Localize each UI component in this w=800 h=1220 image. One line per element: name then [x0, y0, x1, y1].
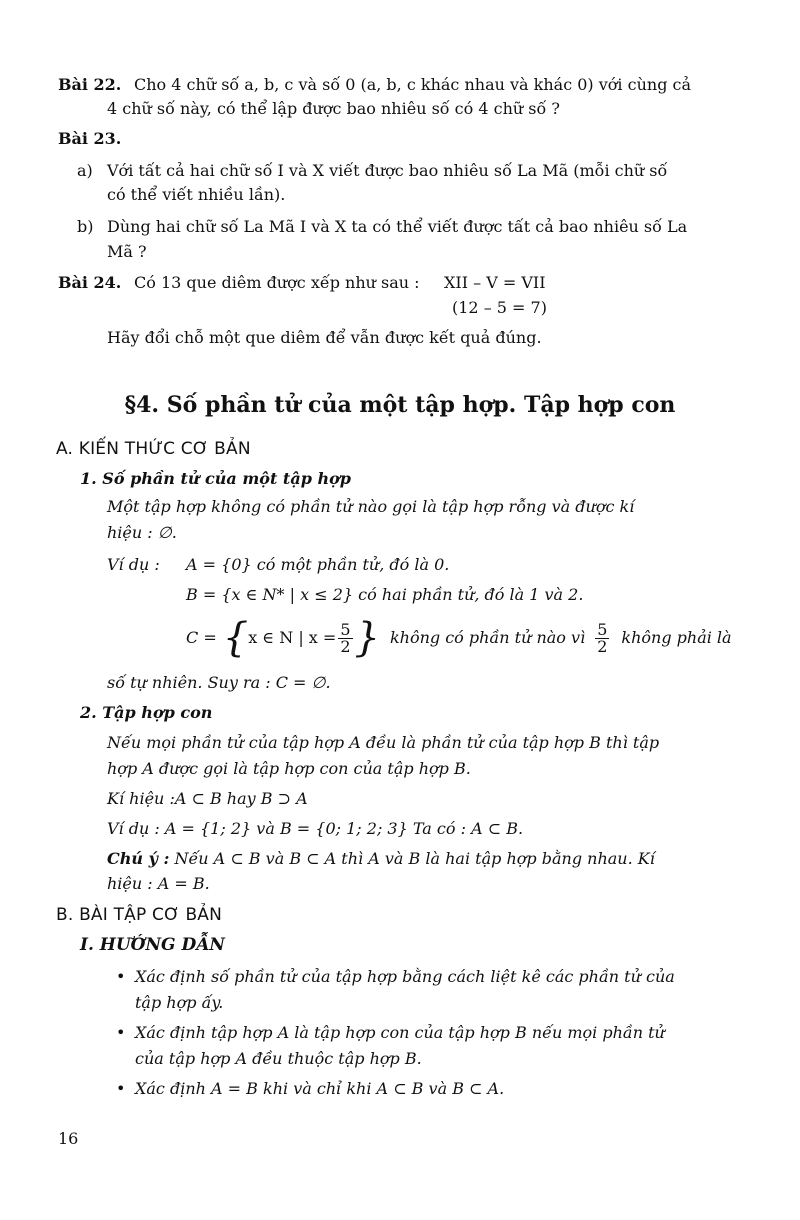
fraction-denominator: 2	[340, 636, 351, 656]
exercise-22-label: Bài 22.	[58, 75, 122, 94]
fraction-reason-numerator: 5	[597, 619, 608, 639]
example-set-c	[186, 616, 732, 660]
exercise-24-label: Bài 24.	[58, 273, 122, 292]
example-label: Ví dụ :	[107, 555, 160, 574]
bullet-icon: •	[116, 1079, 126, 1098]
part-a-heading: A. KIẾN THỨC CƠ BẢN	[56, 439, 251, 459]
example-set-b: B = {x ∈ N* | x ≤ 2} có hai phần tử, đó là 1 và 2.	[186, 585, 584, 604]
exercise-23b-text-line2: Mã ?	[107, 242, 147, 261]
exercise-23a-text-line1: Với tất cả hai chữ số I và X viết được bao nhiêu số La Mã (mỗi chữ số	[107, 161, 668, 180]
example-set-c-conclusion: số tự nhiên. Suy ra : C = ∅.	[107, 673, 331, 692]
example-set-c-label: C =	[186, 628, 217, 647]
guide-item-3: Xác định A = B khi và chỉ khi A ⊂ B và B ⊂ A.	[135, 1079, 505, 1098]
exercise-24-text-line3: Hãy đổi chỗ một que diêm để vẫn được kết quả đúng.	[107, 328, 542, 347]
note-line2: hiệu : A = B.	[107, 874, 210, 893]
subsection-2-definition-line2: hợp A được gọi là tập hợp con của tập hợp B.	[107, 759, 471, 778]
guide-heading: I. HƯỚNG DẪN	[80, 935, 225, 955]
fraction-reason	[595, 619, 609, 656]
subsection-2-heading: 2. Tập hợp con	[80, 703, 213, 722]
fraction-in-set	[338, 619, 352, 656]
exercise-24-text-line1: Có 13 que diêm được xếp như sau :	[134, 273, 420, 292]
exercise-23a-label: a)	[77, 161, 93, 180]
bullet-icon: •	[116, 1023, 126, 1042]
part-b-heading: B. BÀI TẬP CƠ BẢN	[56, 905, 223, 925]
note-label: Chú ý :	[107, 849, 170, 868]
note-text: Nếu A ⊂ B và B ⊂ A thì A và B là hai tập hợp bằng nhau. Kí	[174, 849, 655, 868]
note-line1	[107, 848, 655, 870]
subsection-1-heading: 1. Số phần tử của một tập hợp	[80, 469, 351, 488]
example-set-c-reason: không có phần tử nào vì	[389, 628, 586, 647]
left-brace-icon: {	[222, 615, 249, 661]
exercise-23b-text-line1: Dùng hai chữ số La Mã I và X ta có thể viết được tất cả bao nhiêu số La	[107, 217, 688, 236]
subset-notation: Kí hiệu :A ⊂ B hay B ⊃ A	[107, 789, 308, 808]
subsection-1-definition-line1	[107, 496, 734, 518]
example-set-c-condition: x ∈ N | x =	[248, 628, 337, 647]
fraction-reason-denominator: 2	[597, 636, 608, 656]
exercise-23b-label: b)	[77, 217, 94, 236]
subsection-1-definition-line2: hiệu : ∅.	[107, 523, 177, 542]
fraction-numerator: 5	[340, 619, 351, 639]
def1-text: Một tập hợp không có phần tử nào gọi là tập hợp rỗng và được kí	[107, 497, 635, 516]
subset-example: Ví dụ : A = {1; 2} và B = {0; 1; 2; 3} Ta có : A ⊂ B.	[107, 819, 524, 838]
bullet-icon: •	[116, 967, 126, 986]
guide-item-2-line1: Xác định tập hợp A là tập hợp con của tập hợp B nếu mọi phần tử	[135, 1023, 665, 1042]
example-set-a: A = {0} có một phần tử, đó là 0.	[186, 555, 450, 574]
example-set-c-reason-end: không phải là	[621, 628, 732, 647]
section-title: §4. Số phần tử của một tập hợp. Tập hợp con	[124, 392, 676, 418]
exercise-24-expression: XII – V = VII	[444, 273, 546, 292]
exercise-24-expression-numeric: (12 – 5 = 7)	[452, 298, 547, 317]
page-number: 16	[58, 1129, 79, 1148]
guide-item-1-line1: Xác định số phần tử của tập hợp bằng cách liệt kê các phần tử của	[135, 967, 675, 986]
exercise-23a-text-line2: có thể viết nhiều lần).	[107, 185, 286, 204]
exercise-23-label: Bài 23.	[58, 129, 122, 148]
exercise-22-text-line2: 4 chữ số này, có thể lập được bao nhiêu số có 4 chữ số ?	[107, 99, 560, 118]
exercise-22-text-line1: Cho 4 chữ số a, b, c và số 0 (a, b, c khác nhau và khác 0) với cùng cả	[134, 75, 692, 94]
guide-item-2-line2: của tập hợp A đều thuộc tập hợp B.	[135, 1049, 422, 1068]
right-brace-icon: }	[354, 615, 380, 661]
guide-item-1-line2: tập hợp ấy.	[135, 993, 224, 1012]
subsection-2-definition-line1: Nếu mọi phần tử của tập hợp A đều là phần tử của tập hợp B thì tập	[107, 733, 660, 752]
